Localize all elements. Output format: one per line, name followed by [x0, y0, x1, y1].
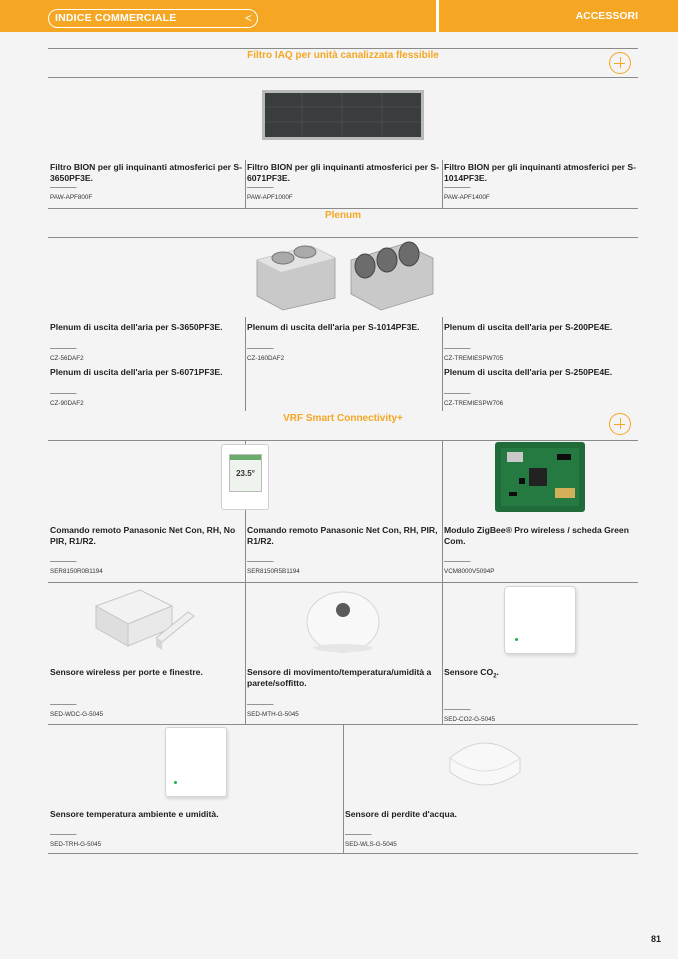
expand-plus-icon[interactable]: [609, 413, 631, 435]
product-code: SED-CO2-G-5045: [444, 715, 496, 723]
product-code: CZ-160DAF2: [247, 355, 285, 362]
motion-sensor-image: [305, 586, 381, 654]
column-rule: [245, 317, 246, 411]
product-name: Sensore di movimento/temperatura/umidità a parete/soffitto.: [247, 667, 432, 688]
product-code: SED-TRH-G-5045: [50, 841, 102, 848]
product-dash: ————: [345, 831, 371, 838]
column-rule: [245, 582, 246, 724]
product-cell: [50, 162, 242, 202]
product-dash: ————: [50, 831, 76, 838]
leak-sensor-image: [444, 728, 526, 798]
product-cell: [247, 525, 439, 576]
column-rule: [343, 724, 344, 853]
product-cell: [50, 367, 242, 408]
section-title-vrf: VRF Smart Connectivity+: [283, 413, 403, 424]
product-code: VCM8000V5094P: [444, 568, 495, 575]
row-rule: [48, 582, 638, 583]
product-cell: [247, 322, 439, 363]
product-name: Plenum di uscita dell'aria per S-250PE4E.: [444, 367, 613, 377]
product-name: Plenum di uscita dell'aria per S-6071PF3E.: [50, 367, 223, 377]
product-name: Plenum di uscita dell'aria per S-200PE4E.: [444, 322, 613, 332]
product-code: CZ-56DAF2: [50, 355, 84, 362]
product-cell: [444, 525, 636, 576]
column-rule: [442, 582, 443, 724]
product-name: Plenum di uscita dell'aria per S-1014PF3E.: [247, 322, 420, 332]
product-code: SER8150R0B1194: [50, 568, 103, 575]
product-dash: ————: [50, 345, 76, 352]
column-rule: [442, 440, 443, 582]
product-name: Filtro BION per gli inquinanti atmosferici per S-6071PF3E.: [247, 162, 439, 183]
product-dash: ————: [247, 184, 273, 191]
expand-plus-icon[interactable]: [609, 52, 631, 74]
product-cell: [444, 667, 636, 724]
thermostat-image: [221, 444, 269, 510]
product-code: SER8150R5B1194: [247, 568, 300, 575]
product-cell: [50, 525, 242, 576]
product-name: Comando remoto Panasonic Net Con, RH, PIR, R1/R2.: [247, 525, 438, 546]
product-code: SED-MTH-G-5045: [247, 711, 299, 718]
index-label: INDICE COMMERCIALE: [55, 12, 177, 24]
index-button[interactable]: [48, 9, 258, 28]
product-name-suffix: .: [496, 667, 499, 677]
product-dash: ————: [247, 701, 273, 708]
product-cell: [247, 162, 439, 202]
page-number: 81: [651, 934, 662, 944]
header-bar: [0, 0, 678, 32]
product-dash: ————: [444, 184, 470, 191]
product-cell: [50, 809, 340, 849]
column-rule: [245, 160, 246, 208]
product-name: Modulo ZigBee® Pro wireless / scheda Green Com.: [444, 525, 629, 546]
product-name: Plenum di uscita dell'aria per S-3650PF3E.: [50, 322, 223, 332]
brand-dot-icon: [174, 781, 177, 784]
product-name: Comando remoto Panasonic Net Con, RH, No PIR, R1/R2.: [50, 525, 236, 546]
plenum-image: [253, 238, 435, 312]
product-code: PAW-APF1000F: [247, 194, 293, 201]
temperature-sensor-image: [165, 727, 227, 797]
product-dash: ————: [247, 558, 273, 565]
product-code: PAW-APF800F: [50, 194, 93, 201]
section-label: ACCESSORI: [575, 10, 638, 22]
door-sensor-image: [92, 584, 196, 654]
product-code: CZ-TREMIESPW706: [444, 400, 504, 407]
product-dash: ————: [50, 558, 76, 565]
product-code: PAW-APF1400F: [444, 194, 490, 201]
row-rule: [48, 853, 638, 854]
product-cell: [444, 322, 636, 363]
product-code: CZ-90DAF2: [50, 400, 84, 407]
product-cell: [444, 367, 636, 408]
column-rule: [442, 317, 443, 411]
product-dash: ————: [50, 390, 76, 397]
section-rule: [48, 48, 638, 49]
product-name: Filtro BION per gli inquinanti atmosferici per S-3650PF3E.: [50, 162, 242, 183]
chevron-left-icon: <: [244, 11, 252, 25]
product-cell: [247, 667, 439, 719]
product-name: [444, 667, 636, 683]
product-name-subscript: 2: [493, 673, 497, 680]
section-rule: [48, 77, 638, 78]
product-cell: [50, 322, 242, 363]
section-title-filters: Filtro IAQ per unità canalizzata flessibile: [247, 50, 439, 61]
filter-image: [262, 90, 424, 140]
product-dash: ————: [444, 705, 470, 713]
product-cell: [444, 162, 636, 202]
product-dash: ————: [444, 345, 470, 352]
product-name: Sensore temperatura ambiente e umidità.: [50, 809, 219, 819]
product-dash: ————: [50, 701, 76, 708]
product-name: Sensore wireless per porte e finestre.: [50, 667, 203, 677]
product-name-text: Sensore CO: [444, 667, 494, 677]
section-title-plenum: Plenum: [324, 210, 362, 221]
column-rule: [442, 160, 443, 208]
product-dash: ————: [247, 345, 273, 352]
section-rule: [48, 208, 638, 209]
header-divider: [436, 0, 439, 32]
product-code: CZ-TREMIESPW705: [444, 355, 504, 362]
product-name: Sensore di perdite d'acqua.: [345, 809, 457, 819]
co2-sensor-image: [504, 586, 576, 654]
zigbee-board-image: [495, 442, 585, 512]
product-code: SED-WDC-G-5045: [50, 711, 104, 718]
product-name: Filtro BION per gli inquinanti atmosferici per S-1014PF3E.: [444, 162, 636, 183]
product-dash: ————: [444, 558, 470, 565]
thermostat-temp: 23.5°: [236, 469, 255, 478]
section-rule: [48, 440, 638, 441]
product-dash: ————: [50, 184, 76, 191]
brand-dot-icon: [515, 638, 518, 641]
product-cell: [345, 809, 635, 849]
product-cell: [50, 667, 242, 719]
product-dash: ————: [444, 390, 470, 397]
product-code: SED-WLS-G-5045: [345, 841, 397, 848]
